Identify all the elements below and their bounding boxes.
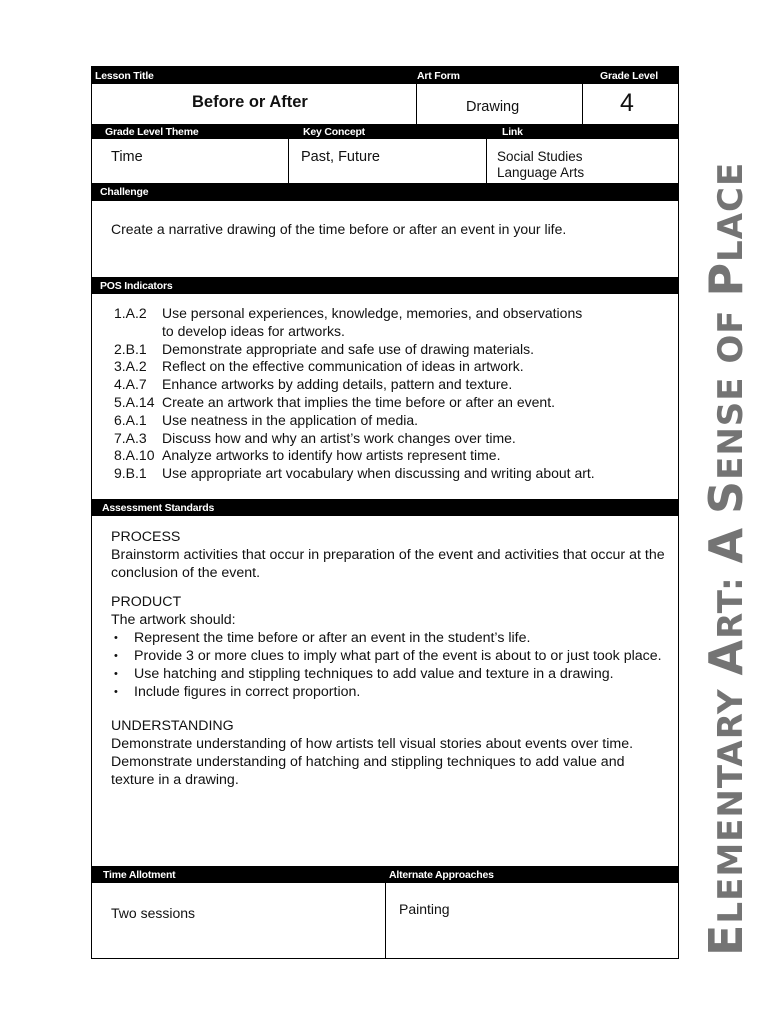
lesson-title-label: Lesson Title bbox=[95, 69, 154, 82]
pos-code: 7.A.3 bbox=[114, 429, 147, 446]
divider bbox=[582, 84, 583, 124]
pos-code: 9.B.1 bbox=[114, 465, 147, 482]
understanding-heading: UNDERSTANDING bbox=[111, 718, 234, 734]
lesson-plan-sheet bbox=[91, 66, 679, 959]
alternate-approaches-value: Painting bbox=[399, 901, 450, 917]
key-concept-value: Past, Future bbox=[301, 149, 380, 165]
pos-indicator-item bbox=[114, 305, 654, 341]
understanding-text-2: Demonstrate understanding of hatching and stippling techniques to add value and texture in a drawing. bbox=[111, 754, 625, 788]
pos-code: 4.A.7 bbox=[114, 376, 147, 393]
pos-indicator-item bbox=[114, 394, 654, 412]
pos-text: Discuss how and why an artist’s work changes over time. bbox=[162, 429, 516, 446]
assessment-content bbox=[111, 528, 667, 789]
pos-code: 6.A.1 bbox=[114, 411, 147, 428]
pos-indicator-item bbox=[114, 465, 654, 483]
challenge-text: Create a narrative drawing of the time before or after an event in your life. bbox=[111, 221, 567, 237]
lesson-title: Before or After bbox=[192, 93, 308, 111]
product-bullet: • Use hatching and stippling techniques to add value and texture in a drawing. bbox=[111, 665, 667, 683]
assessment-label: Assessment Standards bbox=[102, 501, 215, 514]
time-allotment-value: Two sessions bbox=[111, 905, 196, 921]
pos-indicator-item bbox=[114, 430, 654, 448]
pos-code: 2.B.1 bbox=[114, 340, 147, 357]
spacer bbox=[111, 701, 667, 717]
product-heading: PRODUCT bbox=[111, 594, 182, 610]
alternate-approaches-label: Alternate Approaches bbox=[389, 868, 494, 881]
grade-level-label: Grade Level bbox=[600, 69, 658, 82]
side-title-letter: E bbox=[699, 923, 753, 956]
challenge-label: Challenge bbox=[100, 186, 149, 198]
side-title-letter: S bbox=[699, 479, 753, 515]
divider bbox=[416, 84, 417, 124]
product-bullet-list bbox=[111, 629, 667, 701]
pos-code: 5.A.14 bbox=[114, 393, 155, 410]
link-value-2: Language Arts bbox=[497, 165, 585, 180]
divider bbox=[486, 139, 487, 183]
side-title-text: LEMENTARY bbox=[711, 688, 751, 924]
grade-level-theme-value: Time bbox=[111, 149, 143, 165]
key-concept-label: Key Concept bbox=[303, 125, 365, 138]
side-title-letter: A bbox=[699, 638, 753, 676]
pos-code: 8.A.10 bbox=[114, 447, 155, 464]
product-intro: The artwork should: bbox=[111, 612, 236, 628]
assessment-header-bar bbox=[92, 499, 678, 516]
art-form-value: Drawing bbox=[466, 99, 520, 115]
grade-level-theme-label: Grade Level Theme bbox=[105, 125, 199, 138]
process-text: Brainstorm activities that occur in preparation of the event and activities that occur at the conclusion of the event. bbox=[111, 547, 665, 581]
product-bullet: • Represent the time before or after an event in the student’s life. bbox=[111, 629, 667, 647]
pos-text: Use appropriate art vocabulary when discussing and writing about art. bbox=[162, 465, 595, 482]
pos-indicator-item bbox=[114, 447, 654, 465]
pos-text: Create an artwork that implies the time before or after an event. bbox=[162, 393, 555, 410]
process-heading: PROCESS bbox=[111, 529, 181, 545]
pos-code: 3.A.2 bbox=[114, 358, 147, 375]
pos-code: 1.A.2 bbox=[114, 305, 147, 321]
product-bullet: • Provide 3 or more clues to imply what part of the event is about to or just took place. bbox=[111, 647, 667, 665]
understanding-text-1: Demonstrate understanding of how artists tell visual stories about events over time. bbox=[111, 736, 634, 752]
divider bbox=[385, 883, 386, 959]
grade-level-value: 4 bbox=[620, 89, 634, 117]
pos-text: Reflect on the effective communication of ideas in artwork. bbox=[162, 358, 524, 375]
pos-indicator-item bbox=[114, 412, 654, 430]
divider bbox=[288, 139, 289, 183]
pos-text: Use personal experiences, knowledge, memories, and observations to develop ideas for artworks. bbox=[162, 305, 583, 339]
pos-text: Demonstrate appropriate and safe use of drawing materials. bbox=[162, 340, 534, 357]
pos-indicator-item bbox=[114, 358, 654, 376]
pos-text: Use neatness in the application of media. bbox=[162, 411, 419, 428]
art-form-label: Art Form bbox=[417, 69, 460, 82]
series-title-vertical bbox=[699, 161, 753, 956]
side-title-letter: A bbox=[699, 526, 753, 564]
product-bullet: • Include figures in correct proportion. bbox=[111, 683, 667, 701]
time-allotment-label: Time Allotment bbox=[103, 868, 176, 881]
link-value-1: Social Studies bbox=[497, 149, 583, 164]
pos-text: Analyze artworks to identify how artists represent time. bbox=[162, 447, 501, 464]
spacer bbox=[111, 582, 667, 593]
pos-text: Enhance artworks by adding details, pattern and texture. bbox=[162, 376, 513, 393]
side-title-text: RT: bbox=[711, 563, 751, 639]
challenge-header-bar bbox=[92, 183, 678, 201]
side-title-letter: P bbox=[699, 261, 753, 297]
pos-indicator-item bbox=[114, 341, 654, 359]
side-title-text: LACE bbox=[711, 161, 751, 262]
pos-label: POS Indicators bbox=[100, 279, 173, 292]
pos-indicator-item bbox=[114, 376, 654, 394]
side-title-text: ENSE OF bbox=[711, 296, 751, 480]
pos-indicator-list bbox=[114, 305, 654, 483]
pos-header-bar bbox=[92, 277, 678, 294]
lesson-title-header-bar bbox=[92, 67, 678, 84]
link-label: Link bbox=[502, 125, 523, 138]
footer-header-bar bbox=[92, 866, 678, 883]
theme-header-bar bbox=[92, 124, 678, 139]
